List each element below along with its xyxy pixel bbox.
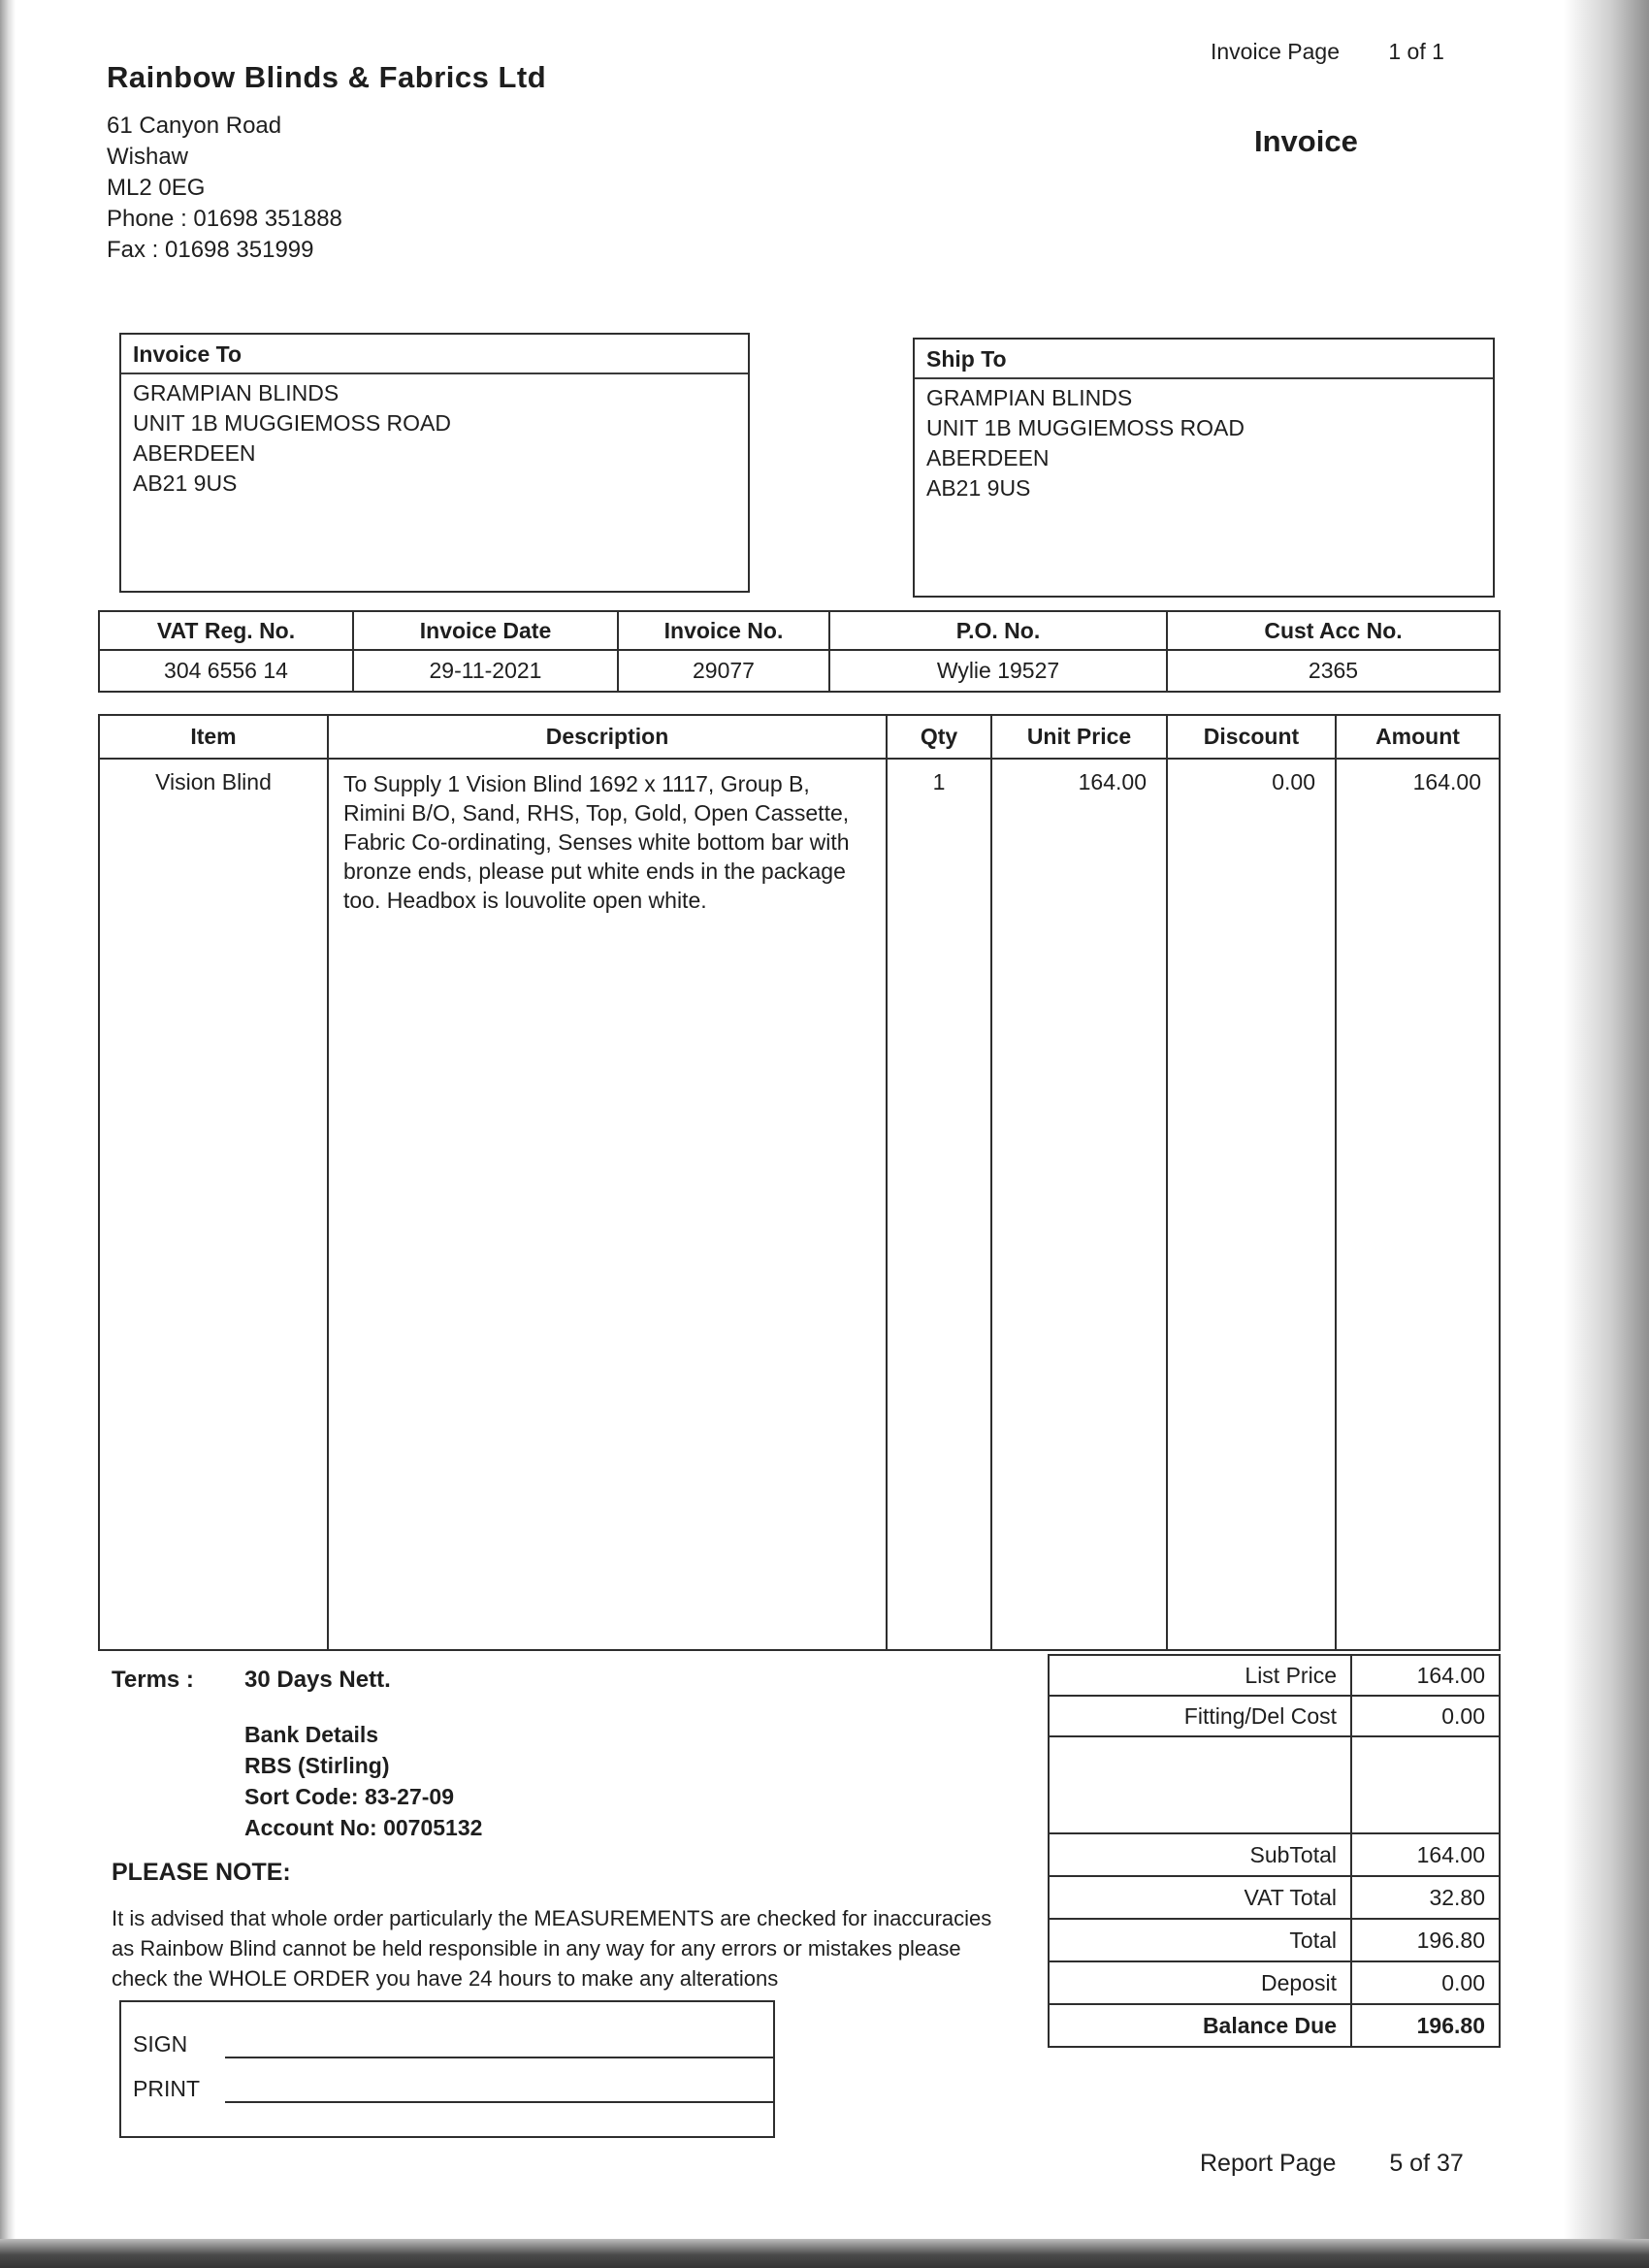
items-header-qty: Qty bbox=[888, 716, 992, 758]
meta-value-vat: 304 6556 14 bbox=[100, 651, 354, 691]
meta-header-invoice-no: Invoice No. bbox=[619, 612, 830, 649]
company-address bbox=[107, 111, 342, 266]
invoice-to-line: UNIT 1B MUGGIEMOSS ROAD bbox=[133, 410, 452, 436]
invoice-to-line: ABERDEEN bbox=[133, 440, 256, 466]
meta-value-invoice-no: 29077 bbox=[619, 651, 830, 691]
item-qty-cell: 1 bbox=[888, 760, 992, 1649]
total-value: 196.80 bbox=[1416, 1927, 1485, 1953]
bank-name: RBS (Stirling) bbox=[244, 1753, 390, 1778]
invoice-page-value: 1 of 1 bbox=[1388, 39, 1444, 64]
company-phone: Phone : 01698 351888 bbox=[107, 206, 342, 232]
terms-label: Terms : bbox=[112, 1667, 194, 1693]
bank-sort-code: Sort Code: 83-27-09 bbox=[244, 1784, 455, 1809]
invoice-to-line: GRAMPIAN BLINDS bbox=[133, 380, 340, 405]
total-row-fitting-del bbox=[1050, 1697, 1499, 1737]
bank-account-no: Account No: 00705132 bbox=[244, 1815, 483, 1840]
meta-value-row bbox=[100, 651, 1499, 691]
total-value bbox=[1352, 1737, 1499, 1832]
please-note-title: PLEASE NOTE: bbox=[112, 1859, 291, 1886]
items-header-amount: Amount bbox=[1375, 724, 1460, 749]
total-label: Balance Due bbox=[1050, 2005, 1352, 2046]
report-page-label: Report Page bbox=[1200, 2150, 1337, 2177]
total-value: 0.00 bbox=[1441, 1702, 1485, 1729]
total-label: List Price bbox=[1050, 1656, 1352, 1695]
total-label: VAT Total bbox=[1050, 1877, 1352, 1918]
bank-details bbox=[244, 1719, 482, 1843]
meta-header-vat: VAT Reg. No. bbox=[100, 612, 354, 649]
total-row-list-price bbox=[1050, 1656, 1499, 1697]
total-row-vat bbox=[1050, 1877, 1499, 1920]
items-header-item: Item bbox=[100, 716, 329, 758]
item-unit-price-cell: 164.00 bbox=[992, 760, 1168, 1649]
items-header-unit-price: Unit Price bbox=[992, 716, 1168, 758]
company-postcode: ML2 0EG bbox=[107, 175, 206, 201]
ship-to-line: UNIT 1B MUGGIEMOSS ROAD bbox=[926, 415, 1245, 440]
items-header-row bbox=[100, 716, 1499, 760]
total-label bbox=[1050, 1737, 1352, 1832]
scan-edge-right bbox=[1564, 0, 1649, 2268]
meta-header-row bbox=[100, 612, 1499, 651]
report-page-indicator bbox=[1200, 2150, 1464, 2178]
total-value: 0.00 bbox=[1441, 1969, 1485, 1995]
total-label: Fitting/Del Cost bbox=[1050, 1697, 1352, 1735]
items-header-discount: Discount bbox=[1168, 716, 1337, 758]
total-value: 164.00 bbox=[1416, 1662, 1485, 1688]
totals-box bbox=[1048, 1654, 1501, 2048]
ship-to-line: AB21 9US bbox=[926, 475, 1031, 501]
line-items-table bbox=[98, 714, 1501, 1651]
item-amount-cell: 164.00 bbox=[1412, 769, 1481, 794]
total-row-subtotal bbox=[1050, 1834, 1499, 1877]
sign-line bbox=[225, 2057, 774, 2058]
scan-edge-bottom bbox=[0, 2239, 1649, 2268]
company-address-line1: 61 Canyon Road bbox=[107, 113, 282, 139]
print-label: PRINT bbox=[133, 2076, 200, 2101]
total-value: 32.80 bbox=[1429, 1884, 1485, 1910]
item-name-cell: Vision Blind bbox=[100, 760, 329, 1649]
ship-to-line: ABERDEEN bbox=[926, 445, 1050, 470]
ship-to-label: Ship To bbox=[915, 340, 1493, 379]
report-page-value: 5 of 37 bbox=[1389, 2150, 1464, 2177]
total-row-deposit bbox=[1050, 1962, 1499, 2005]
total-value: 164.00 bbox=[1416, 1841, 1485, 1867]
invoice-page-label: Invoice Page bbox=[1211, 39, 1340, 64]
total-label: Deposit bbox=[1050, 1962, 1352, 2003]
table-row bbox=[100, 760, 1499, 1649]
invoice-page-indicator bbox=[1211, 39, 1444, 65]
ship-to-line: GRAMPIAN BLINDS bbox=[926, 385, 1133, 410]
total-row-total bbox=[1050, 1920, 1499, 1962]
ship-to-box bbox=[913, 338, 1495, 598]
company-name: Rainbow Blinds & Fabrics Ltd bbox=[107, 60, 547, 94]
invoice-to-line: AB21 9US bbox=[133, 470, 238, 496]
total-row-balance-due bbox=[1050, 2005, 1499, 2046]
terms-value: 30 Days Nett. bbox=[244, 1667, 391, 1693]
total-row-spacer bbox=[1050, 1737, 1499, 1834]
item-discount-cell: 0.00 bbox=[1168, 760, 1337, 1649]
company-fax: Fax : 01698 351999 bbox=[107, 237, 314, 263]
meta-value-cust-acc: 2365 bbox=[1308, 658, 1359, 683]
meta-header-po-no: P.O. No. bbox=[830, 612, 1168, 649]
sign-label: SIGN bbox=[133, 2031, 188, 2057]
signature-box bbox=[119, 2000, 775, 2138]
meta-header-invoice-date: Invoice Date bbox=[354, 612, 619, 649]
meta-header-cust-acc: Cust Acc No. bbox=[1264, 617, 1403, 643]
invoice-to-address bbox=[121, 374, 748, 502]
total-value: 196.80 bbox=[1416, 2012, 1485, 2038]
invoice-to-label: Invoice To bbox=[121, 335, 748, 374]
please-note-body: It is advised that whole order particularly the MEASUREMENTS are checked for inaccuracies as Rainbow Blind cannot be held responsible in any way for any errors or mistakes please check the WHOLE ORDER you have 24 hours to make any alterations bbox=[112, 1906, 992, 1991]
bank-details-title: Bank Details bbox=[244, 1722, 379, 1747]
meta-value-po-no: Wylie 19527 bbox=[830, 651, 1168, 691]
total-label: Total bbox=[1050, 1920, 1352, 1960]
item-description-cell: To Supply 1 Vision Blind 1692 x 1117, Group B, Rimini B/O, Sand, RHS, Top, Gold, Open Cassette, Fabric Co-ordinating, Senses white bottom bar with bronze ends, please put white ends in the package too. Headbox is louvolite open white. bbox=[329, 760, 888, 1649]
scan-edge-left bbox=[0, 0, 16, 2268]
items-header-description: Description bbox=[329, 716, 888, 758]
document-title: Invoice bbox=[1254, 124, 1358, 158]
meta-value-invoice-date: 29-11-2021 bbox=[354, 651, 619, 691]
invoice-meta-table bbox=[98, 610, 1501, 693]
total-label: SubTotal bbox=[1050, 1834, 1352, 1875]
invoice-to-box bbox=[119, 333, 750, 593]
ship-to-address bbox=[915, 379, 1493, 507]
company-address-line2: Wishaw bbox=[107, 144, 189, 170]
print-line bbox=[225, 2101, 774, 2103]
